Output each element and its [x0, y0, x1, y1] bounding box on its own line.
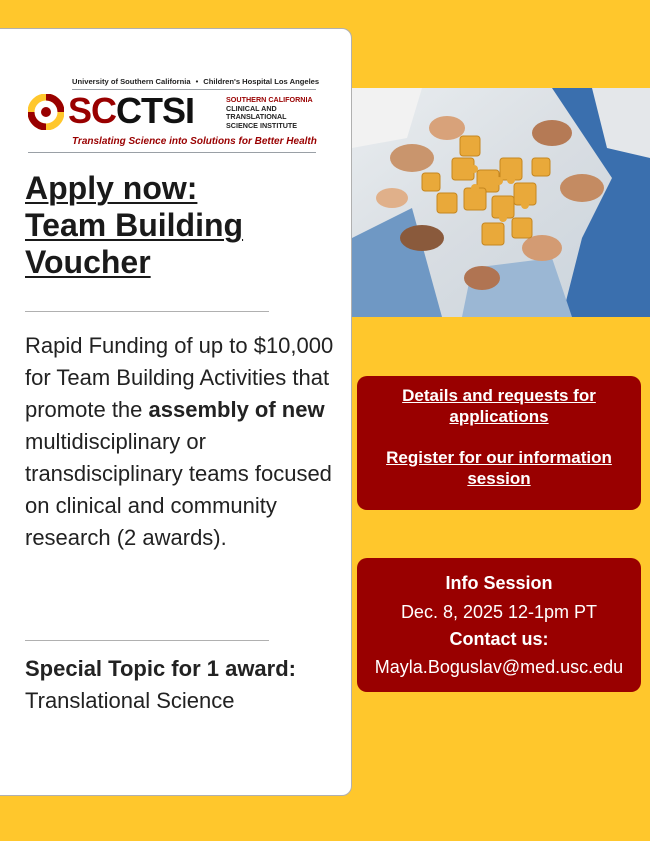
info-session-box	[357, 558, 641, 692]
logo-ctsi: CTSI	[116, 90, 195, 131]
affiliations-line	[72, 77, 322, 86]
info-session-title: Info Session	[445, 573, 553, 593]
divider-1	[25, 311, 269, 312]
logo-sc: SC	[68, 90, 117, 131]
register-link[interactable]: Register for our information session	[386, 448, 612, 488]
contact-label: Contact us:	[449, 629, 549, 649]
info-session-date: Dec. 8, 2025 12-1pm PT	[400, 602, 598, 622]
logo-sub-line-1: SOUTHERN CALIFORNIA	[226, 95, 313, 104]
affiliation-chla: Children's Hospital Los Angeles	[203, 77, 320, 86]
logo-wordmark	[68, 90, 194, 132]
description-bold: assembly of new	[148, 397, 325, 422]
logo-sub-line-4: SCIENCE INSTITUTE	[226, 120, 298, 130]
description-text	[25, 330, 345, 554]
logo-sub-line-3: TRANSLATIONAL	[226, 112, 287, 121]
logo-rule-bottom	[28, 152, 316, 153]
tagline: Translating Science into Solutions for Better Health	[72, 136, 317, 147]
page-title	[25, 170, 335, 281]
special-topic-rest: Translational Science	[25, 688, 235, 713]
title-line-3: Voucher	[25, 244, 151, 280]
links-box	[357, 376, 641, 510]
logo-subtitle	[226, 96, 326, 130]
sc-ctsi-logo-icon	[28, 94, 64, 130]
contact-email[interactable]: Mayla.Boguslav@med.usc.edu	[374, 657, 624, 677]
title-line-1: Apply now:	[25, 170, 198, 206]
description-part-2: multidisciplinary or transdisciplinary teams focused on clinical and community research (2 awards).	[25, 429, 332, 550]
special-topic-text	[25, 653, 345, 717]
details-link[interactable]: Details and requests for applications	[402, 386, 596, 426]
divider-2	[25, 640, 269, 641]
description-part-1: Rapid Funding of up to $10,000 for Team Building Activities that promote the	[25, 333, 334, 422]
special-topic-bold: Special Topic for 1 award:	[25, 656, 296, 681]
affiliation-separator: •	[195, 77, 199, 86]
puzzle-hands-photo	[352, 88, 650, 317]
logo-sub-line-2: CLINICAL AND	[226, 103, 277, 113]
title-line-2: Team Building	[25, 207, 244, 243]
affiliation-usc: University of Southern California	[72, 77, 191, 86]
